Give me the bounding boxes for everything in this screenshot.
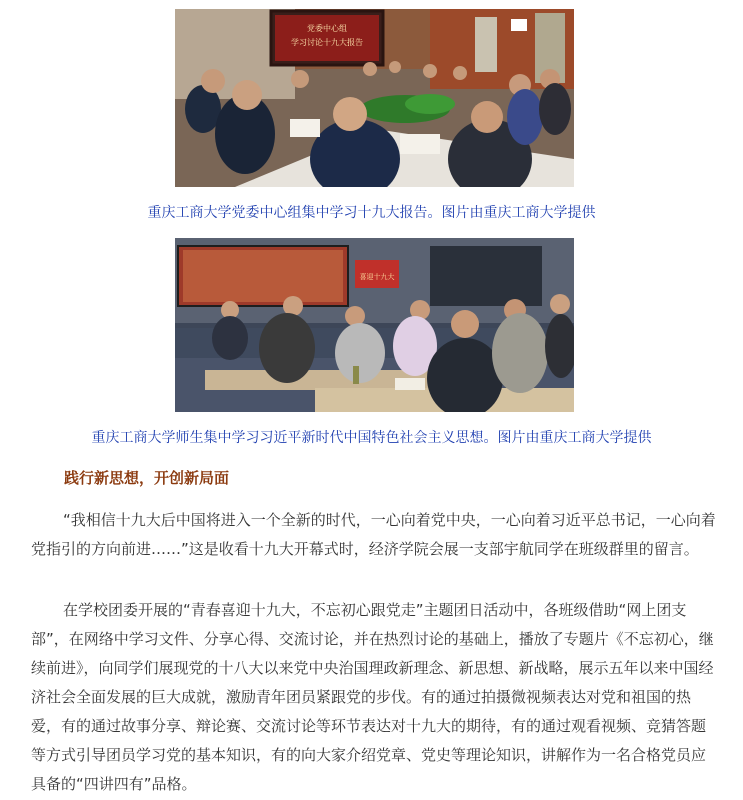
article-paragraph-2 <box>31 596 719 799</box>
paragraph-1-text: “我相信十九大后中国将进入一个全新的时代，一心向着党中央，一心向着习近平总书记，一心向着党指引的方向前进……”这是收看十九大开幕式时，经济学院会展一支部宇航同学在班级群里的留言。 <box>31 511 716 558</box>
meeting-room-illustration <box>175 9 574 187</box>
screen-title-line2: 学习讨论十九大报告 <box>291 38 363 47</box>
screen-title-line1: 党委中心组 <box>307 24 347 33</box>
meeting-photo-1 <box>175 9 574 187</box>
lecture-hall-illustration <box>175 238 574 412</box>
lecture-hall-photo <box>175 238 574 412</box>
photo-caption-1: 重庆工商大学党委中心组集中学习十九大报告。图片由重庆工商大学提供 <box>147 205 596 221</box>
banner-text: 喜迎十九大 <box>359 273 395 281</box>
article-paragraph-1 <box>31 506 719 564</box>
photo-caption-2: 重庆工商大学师生集中学习习近平新时代中国特色社会主义思想。图片由重庆工商大学提供 <box>91 430 652 446</box>
paragraph-2-text: 在学校团委开展的“青春喜迎十九大，不忘初心跟党走”主题团日活动中，各班级借助“网上团支部”，在网络中学习文件、分享心得、交流讨论，并在热烈讨论的基础上，播放了专题片《不忘初心，继续前进》，向同学们展现党的十八大以来党中央治国理政新理念、新思想、新战略，展示五年以来中国经济社会全面发展的巨大成就，激励青年团员紧跟党的步伐。有的通过拍摄微视频表达对党和祖国的热爱，有的通过故事分享、辩论赛、交流讨论等环节表达对十九大的期待，有的通过观看视频、竞猜答题等方式引导团员学习党的基本知识，有的向大家介绍党章、党史等理论知识，讲解作为一名合格党员应具备的“四讲四有”品格。 <box>31 601 714 793</box>
section-heading: 践行新思想，开创新局面 <box>64 469 230 487</box>
